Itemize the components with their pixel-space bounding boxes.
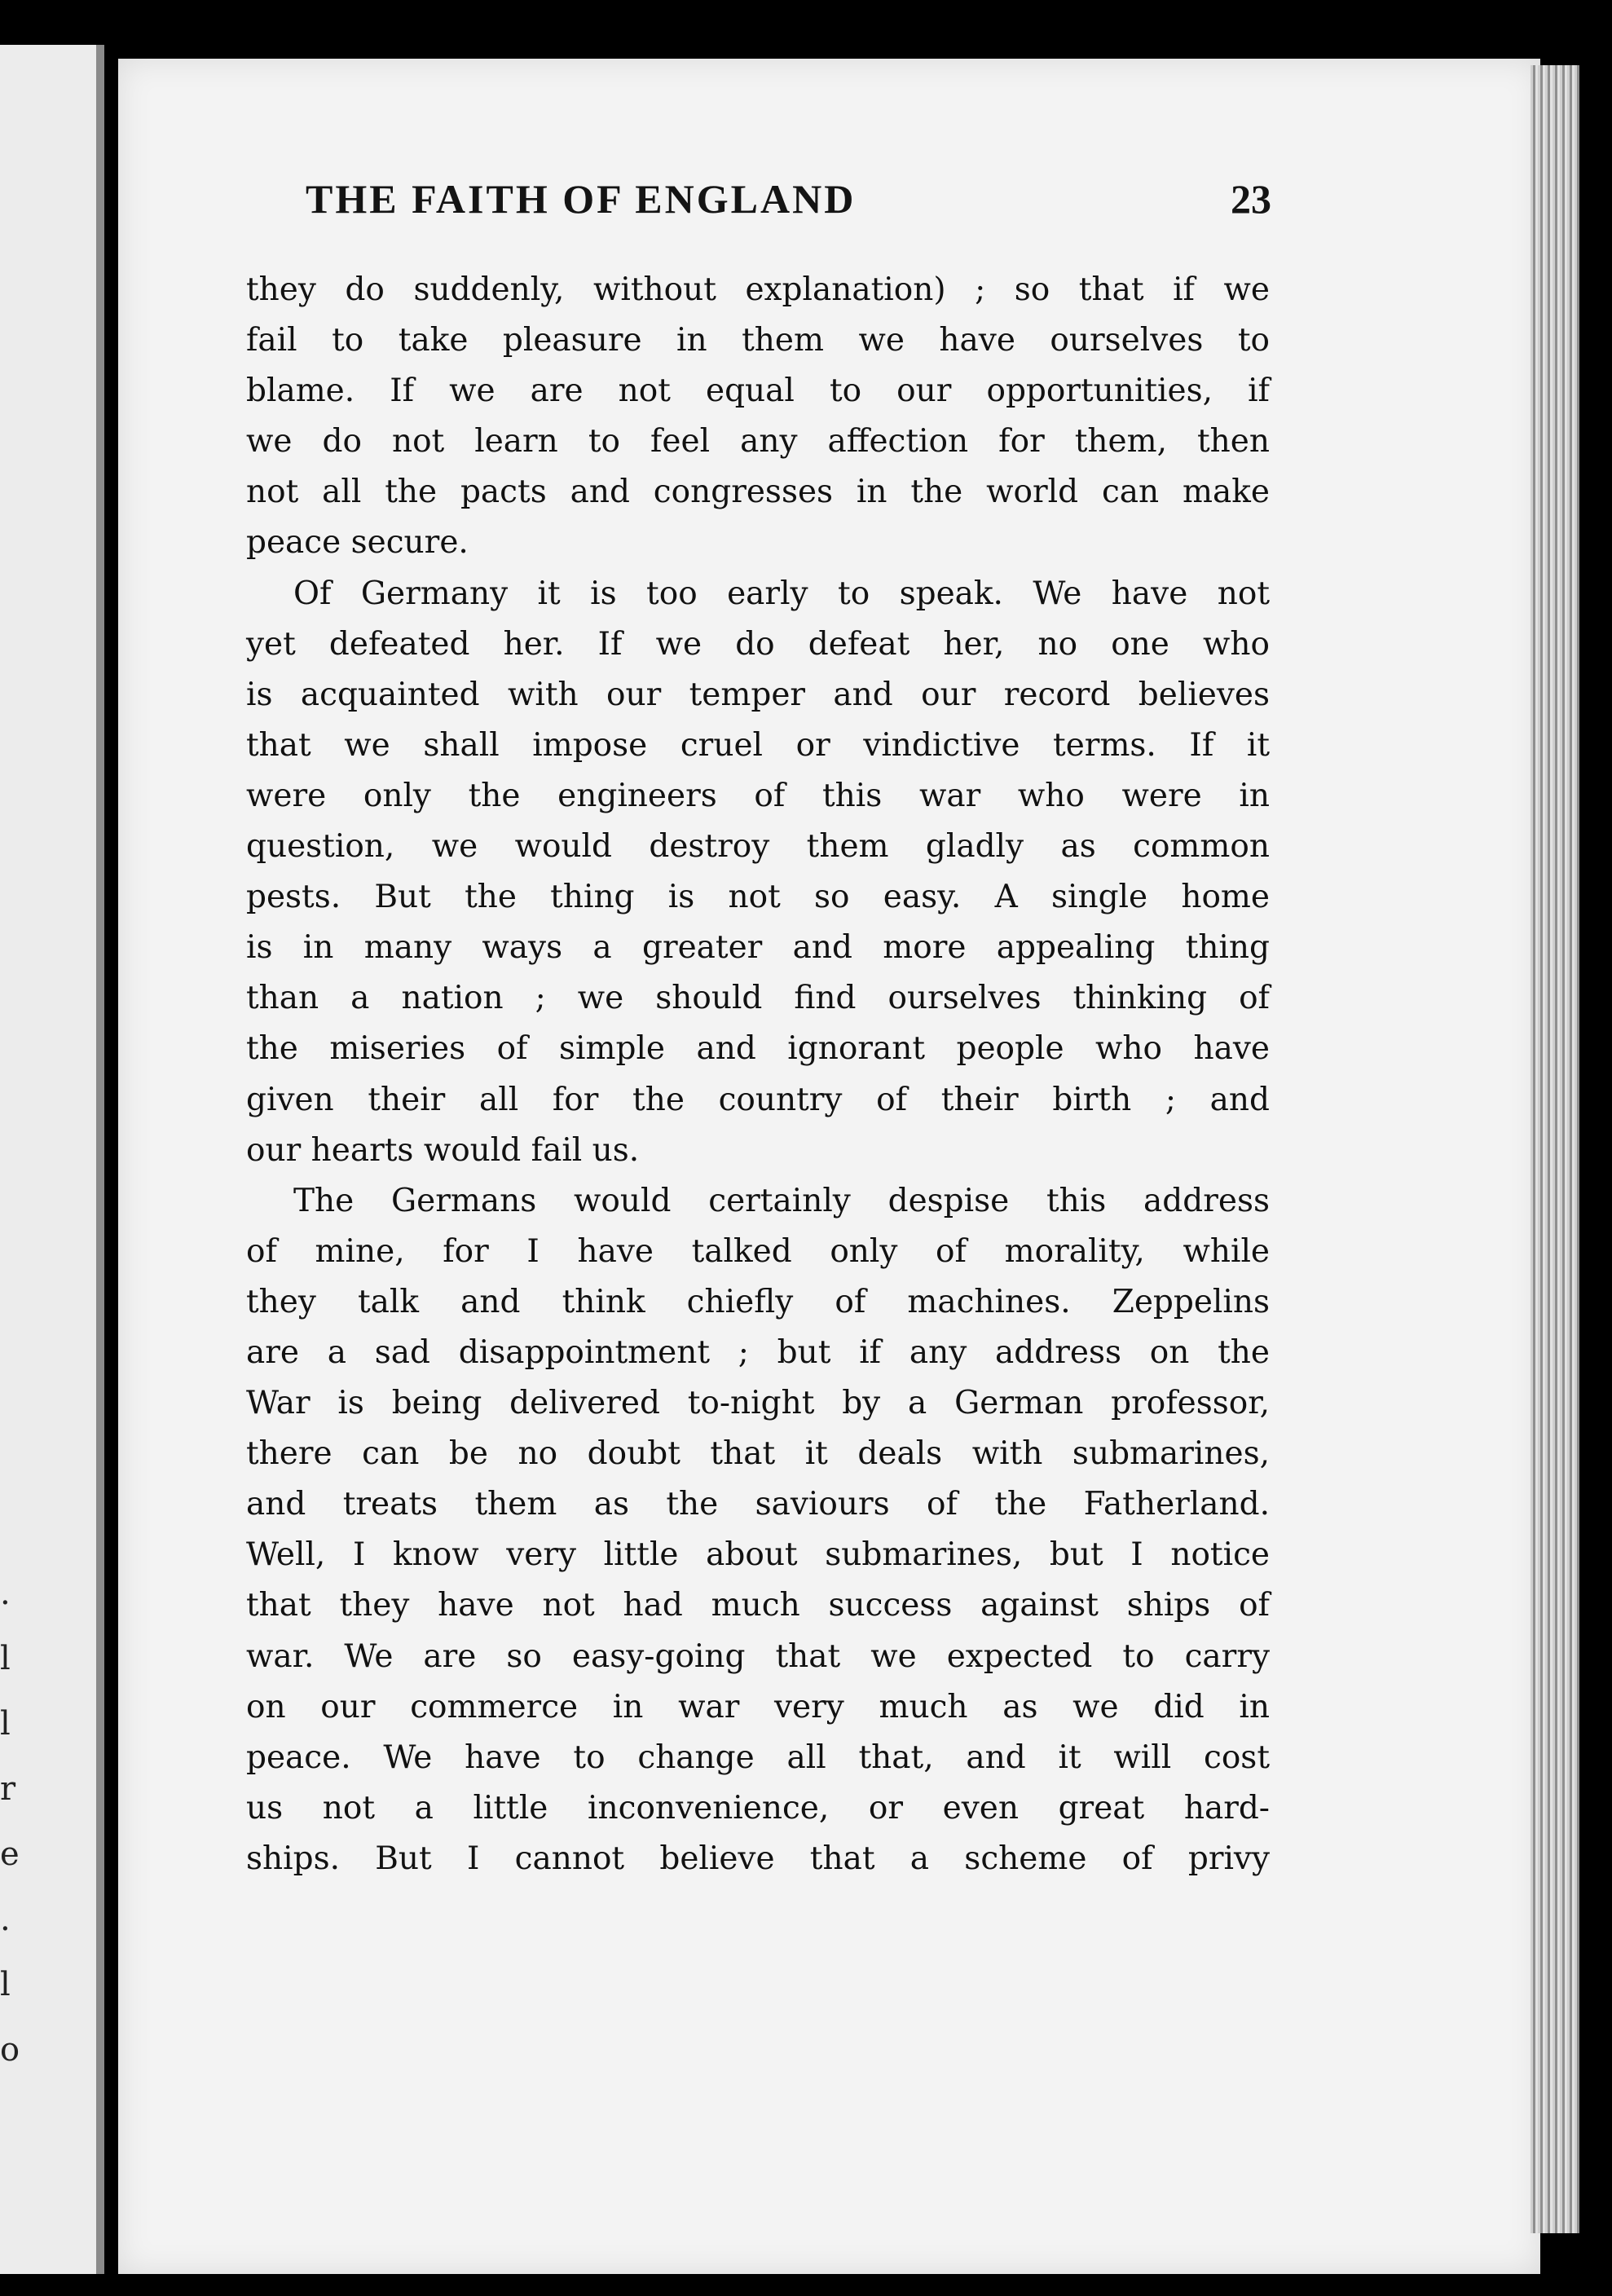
text-line: than a nation ; we should find ourselves thinking of [246, 980, 1270, 1017]
text-line: are a sad disappointment ; but if any address on the [246, 1333, 1270, 1371]
text-line: peace. We have to change all that, and it will cost [246, 1739, 1270, 1776]
page-edge-stack [1531, 65, 1579, 2233]
edge-fragment: . [0, 1575, 11, 1612]
text-line: War is being delivered to-night by a German professor, [246, 1385, 1270, 1422]
text-line: peace secure. [246, 524, 469, 562]
text-line: fail to take pleasure in them we have ourselves to [246, 322, 1270, 359]
text-line: war. We are so easy-going that we expected to carry [246, 1637, 1270, 1675]
text-line: given their all for the country of their birth ; and [246, 1081, 1270, 1118]
text-line: blame. If we are not equal to our opportunities, if [246, 372, 1270, 410]
paragraph [246, 1176, 1270, 1884]
paragraph [246, 569, 1270, 1176]
paragraph [246, 265, 1270, 569]
page-number: 23 [1231, 176, 1271, 222]
text-line: they do suddenly, without explanation) ; so that if we [246, 271, 1270, 308]
text-line: pests. But the thing is not so easy. A single home [246, 879, 1270, 916]
text-line: the miseries of simple and ignorant people who have [246, 1030, 1270, 1068]
text-line: that we shall impose cruel or vindictive terms. If it [246, 726, 1270, 764]
text-line: that they have not had much success against ships of [246, 1587, 1270, 1624]
text-line: The Germans would certainly despise this address [293, 1182, 1270, 1219]
text-line: Of Germany it is too early to speak. We have not [293, 575, 1270, 612]
text-line: us not a little inconvenience, or even great hard- [246, 1789, 1270, 1827]
text-line: were only the engineers of this war who were in [246, 777, 1270, 814]
text-line: question, we would destroy them gladly as common [246, 828, 1270, 866]
left-page-fragment [0, 45, 104, 2274]
text-line: ships. But I cannot believe that a scheme of privy [246, 1840, 1270, 1877]
edge-fragment: r [0, 1770, 16, 1808]
text-line: Well, I know very little about submarines, but I notice [246, 1536, 1270, 1574]
text-line: of mine, for I have talked only of morality, while [246, 1232, 1270, 1270]
edge-fragment: e [0, 1835, 20, 1873]
running-head: THE FAITH OF ENGLAND [306, 176, 857, 222]
edge-fragment: . [0, 1901, 11, 1938]
text-line: our hearts would fail us. [246, 1131, 640, 1169]
edge-fragment: l [0, 1705, 11, 1743]
text-line: and treats them as the saviours of the Fatherland. [246, 1486, 1270, 1523]
text-line: on our commerce in war very much as we did in [246, 1688, 1270, 1725]
left-page-edge-text [0, 1561, 20, 2069]
edge-fragment: l [0, 1966, 11, 2003]
text-line: is in many ways a greater and more appealing thing [246, 929, 1270, 967]
edge-fragment: o [0, 2031, 20, 2069]
text-line: we do not learn to feel any affection for them, then [246, 423, 1270, 461]
text-line: there can be no doubt that it deals with submarines, [246, 1435, 1270, 1473]
text-line: they talk and think chiefly of machines. Zeppelins [246, 1283, 1270, 1320]
text-line: yet defeated her. If we do defeat her, no one who [246, 625, 1270, 663]
edge-fragment: l [0, 1640, 11, 1677]
text-line: is acquainted with our temper and our record believes [246, 676, 1270, 713]
body-text [246, 265, 1270, 1884]
text-line: not all the pacts and congresses in the world can make [246, 474, 1270, 511]
